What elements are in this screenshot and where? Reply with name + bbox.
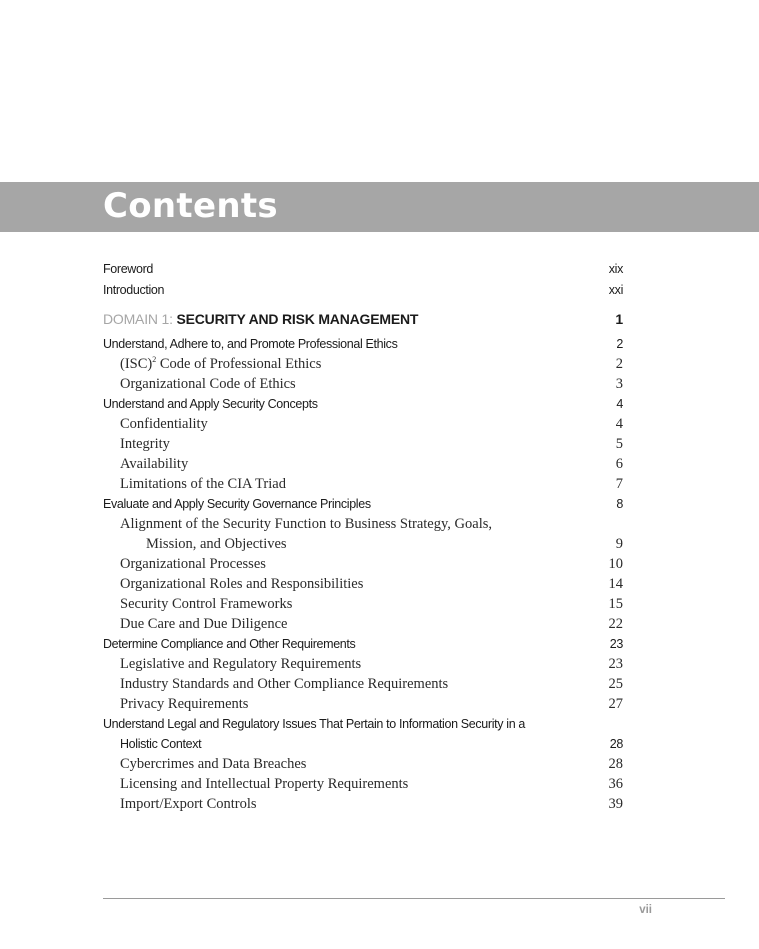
toc-entry-title: Confidentiality bbox=[120, 416, 208, 432]
page-number: vii bbox=[639, 904, 652, 916]
toc-subsection[interactable] bbox=[120, 656, 623, 676]
toc-subsection[interactable] bbox=[120, 416, 623, 436]
toc-entry-page: xxi bbox=[608, 283, 623, 297]
toc-domain-heading[interactable] bbox=[103, 311, 623, 333]
toc-entry-page: 2 bbox=[616, 337, 623, 351]
toc-entry-page: 27 bbox=[608, 696, 623, 712]
toc-entry-title-cont: Mission, and Objectives bbox=[146, 536, 287, 552]
toc-title-suffix: Code of Professional Ethics bbox=[156, 356, 322, 372]
toc-entry-title: Import/Export Controls bbox=[120, 796, 257, 812]
toc-entry-title: Privacy Requirements bbox=[120, 696, 249, 712]
toc-entry-title: Organizational Code of Ethics bbox=[120, 376, 296, 392]
toc-entry-page: 15 bbox=[608, 596, 623, 612]
toc-section[interactable] bbox=[103, 717, 623, 737]
toc-subsection[interactable] bbox=[120, 376, 623, 396]
toc-entry-page: 4 bbox=[615, 416, 623, 432]
toc-entry-title: Limitations of the CIA Triad bbox=[120, 476, 286, 492]
toc-title-superscript: 2 bbox=[152, 355, 157, 365]
toc-section-continuation[interactable] bbox=[120, 737, 623, 757]
toc-entry-title-cont: Holistic Context bbox=[120, 737, 202, 751]
toc-subsection[interactable] bbox=[120, 556, 623, 576]
toc-entry-page: 7 bbox=[615, 476, 623, 492]
toc-entry-title: Evaluate and Apply Security Governance Principles bbox=[103, 497, 371, 511]
toc-entry-page: 39 bbox=[608, 796, 623, 812]
toc-entry-page: 25 bbox=[608, 676, 623, 692]
toc-entry-title: Understand, Adhere to, and Promote Professional Ethics bbox=[103, 337, 398, 351]
toc-entry-page: 2 bbox=[615, 356, 623, 372]
toc-entry-title: Understand Legal and Regulatory Issues That Pertain to Information Security in a bbox=[103, 717, 526, 731]
toc-section[interactable] bbox=[103, 497, 623, 517]
toc-subsection[interactable] bbox=[120, 756, 623, 776]
toc-subsection-continuation[interactable] bbox=[146, 536, 623, 556]
toc-entry-page: 9 bbox=[615, 536, 623, 552]
footer-divider bbox=[103, 898, 725, 899]
toc-entry-page: 36 bbox=[608, 776, 623, 792]
toc-entry-title: Alignment of the Security Function to Business Strategy, Goals, bbox=[120, 516, 492, 532]
toc-entry-page: xix bbox=[608, 262, 623, 276]
toc-entry-page: 23 bbox=[608, 656, 623, 672]
toc-entry-page: 28 bbox=[608, 756, 623, 772]
toc-entry-introduction[interactable] bbox=[103, 283, 623, 303]
toc-section[interactable] bbox=[103, 637, 623, 657]
toc-entry-title: Availability bbox=[120, 456, 189, 472]
toc-entry-title: Industry Standards and Other Compliance Requirements bbox=[120, 676, 449, 692]
page-title: Contents bbox=[103, 186, 278, 226]
toc-entry-title: Understand and Apply Security Concepts bbox=[103, 397, 318, 411]
toc-subsection[interactable] bbox=[120, 696, 623, 716]
toc-subsection[interactable] bbox=[120, 516, 623, 536]
toc-entry-page: 6 bbox=[615, 456, 623, 472]
domain-title bbox=[103, 311, 418, 327]
toc-subsection[interactable] bbox=[120, 576, 623, 596]
toc-subsection[interactable] bbox=[120, 616, 623, 636]
toc-entry-page: 23 bbox=[609, 637, 623, 651]
toc-subsection[interactable] bbox=[120, 456, 623, 476]
toc-entry-title: Security Control Frameworks bbox=[120, 596, 293, 612]
toc-entry-title: Organizational Processes bbox=[120, 556, 266, 572]
domain-name: SECURITY AND RISK MANAGEMENT bbox=[176, 311, 419, 327]
toc-subsection[interactable] bbox=[120, 436, 623, 456]
toc-section[interactable] bbox=[103, 397, 623, 417]
toc-entry-page: 3 bbox=[615, 376, 623, 392]
toc-entry-page: 5 bbox=[615, 436, 623, 452]
toc-entry-page: 28 bbox=[609, 737, 623, 751]
toc-section[interactable] bbox=[103, 337, 623, 357]
toc-entry-page: 4 bbox=[616, 397, 623, 411]
toc-entry-title: Organizational Roles and Responsibilities bbox=[120, 576, 364, 592]
toc-subsection[interactable] bbox=[120, 776, 623, 796]
domain-page: 1 bbox=[615, 311, 623, 327]
toc-entry-title: Due Care and Due Diligence bbox=[120, 616, 288, 632]
toc-entry-title: Integrity bbox=[120, 436, 170, 452]
toc-entry-page: 22 bbox=[608, 616, 623, 632]
toc-entry-page: 8 bbox=[616, 497, 623, 511]
toc-entry-title: Determine Compliance and Other Requirements bbox=[103, 637, 356, 651]
toc-entry-title: Cybercrimes and Data Breaches bbox=[120, 756, 307, 772]
toc-entry-title: Licensing and Intellectual Property Requirements bbox=[120, 776, 409, 792]
domain-label: DOMAIN 1: bbox=[103, 311, 177, 327]
toc-entry-page: 10 bbox=[608, 556, 623, 572]
toc-subsection[interactable] bbox=[120, 476, 623, 496]
toc-entry-title: Introduction bbox=[103, 283, 165, 297]
toc-title-prefix: (ISC) bbox=[120, 356, 153, 372]
toc-subsection[interactable] bbox=[120, 676, 623, 696]
toc-subsection[interactable] bbox=[120, 356, 623, 376]
toc-entry-foreword[interactable] bbox=[103, 262, 623, 282]
toc-entry-title: Foreword bbox=[103, 262, 153, 276]
toc-entry-title bbox=[120, 356, 321, 373]
toc-subsection[interactable] bbox=[120, 796, 623, 816]
toc-entry-page: 14 bbox=[608, 576, 623, 592]
toc-subsection[interactable] bbox=[120, 596, 623, 616]
toc-entry-title: Legislative and Regulatory Requirements bbox=[120, 656, 362, 672]
